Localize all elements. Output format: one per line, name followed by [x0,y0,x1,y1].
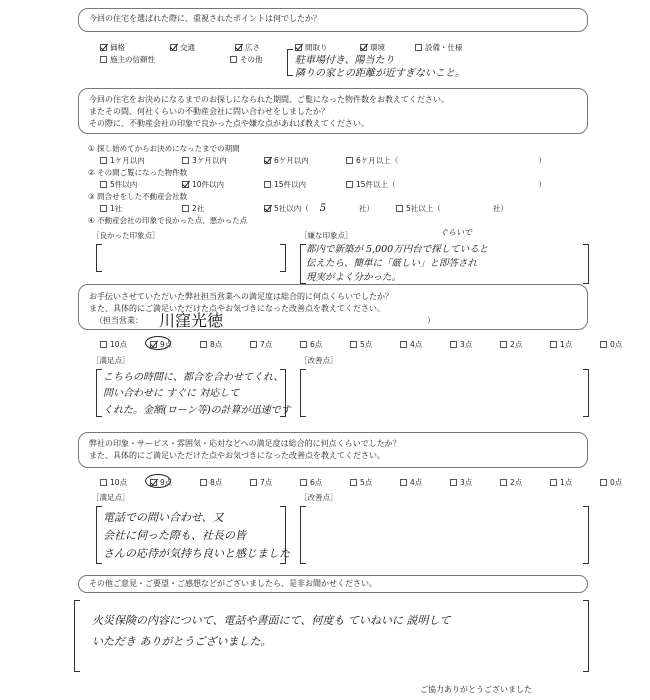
paren-close: ） [538,156,546,165]
satisfy2-bad-label: ［改善点］ [300,493,338,502]
scale1-option[interactable] [550,339,600,350]
option-label: 4点 [410,340,423,349]
option-label: 2社 [192,204,205,213]
satisfy1-bad-label: ［改善点］ [300,356,338,365]
option-label: 1点 [560,340,573,349]
checkbox-icon [450,479,457,486]
option-label: 交通 [180,43,195,52]
scale1-option[interactable] [350,339,400,350]
option-label: 5社以内（ [274,204,309,213]
count-option-15-plus[interactable] [346,179,546,190]
checkbox-icon [400,341,407,348]
option-label: 1点 [560,478,573,487]
companies-option-2[interactable] [182,203,264,214]
scale2-option[interactable] [450,477,500,488]
option-label: 6点 [310,340,323,349]
option-label: 3点 [460,478,473,487]
checkbox-icon [360,44,367,51]
option-label: 6ケ月以上（ [356,156,399,165]
checkbox-icon [182,205,189,212]
scale1-option[interactable] [400,339,450,350]
good-impression-bracket-left [96,244,102,272]
q5-question-box [78,575,588,593]
scale1-selected-mark [145,336,171,350]
checkbox-icon [400,479,407,486]
option-label: 5点 [360,478,373,487]
checkbox-icon [100,341,107,348]
q1-option-transport[interactable] [170,42,235,53]
impression-good-label: ［良かった印象点］ [92,231,160,240]
checkbox-icon [550,341,557,348]
bad-impression-hand-3: 現実がよく分かった。 [306,272,402,283]
checkbox-icon [415,44,422,51]
option-label: 6ケ月以内 [274,156,309,165]
scale2-row [100,477,650,488]
checkbox-icon [500,341,507,348]
q5-question: その他ご意見・ご要望・ご感想などがございましたら、是非お聞かせください。 [89,579,377,588]
period-option-6m-plus[interactable] [346,155,546,166]
period-title: ① 探し始めてからお決めになったまでの期間 [88,144,240,153]
impression-bad-label: ［嫌な印象点］ [300,231,353,240]
checkbox-icon [200,341,207,348]
scale2-option[interactable] [550,477,600,488]
satisfy2-good-label: ［満足点］ [92,493,130,502]
satisfy1-bad-bracket-left [300,369,306,417]
checkbox-icon [396,205,403,212]
satisfy2-good-bracket-left [96,506,102,564]
period-options [100,155,546,166]
option-label: 2点 [510,478,523,487]
scale1-option[interactable] [500,339,550,350]
option-label: 価格 [110,43,125,52]
checkbox-icon [182,181,189,188]
scale2-option[interactable] [500,477,550,488]
count-option-5[interactable] [100,179,182,190]
option-label: 5点 [360,340,373,349]
satisfy2-hand-2: 会社に伺った際も、社長の皆 [103,529,246,542]
option-label: 5社以上（ [406,204,441,213]
option-label: 広さ [245,43,260,52]
checkbox-icon [346,157,353,164]
q1-option-equipment[interactable] [415,42,485,53]
option-label: 10点 [110,478,128,487]
companies-hand-count: 5 [319,203,327,214]
checkbox-icon [500,479,507,486]
q1-option-size[interactable] [235,42,295,53]
impression-title: ④ 不動産会社の印象で良かった点、悪かった点 [88,216,248,225]
q2-question-2: またその間、何社くらいの不動産会社に問い合わせをしましたか？ [89,107,329,116]
scale2-option[interactable] [350,477,400,488]
checkbox-icon [300,479,307,486]
scale2-option[interactable] [400,477,450,488]
scale1-option[interactable] [450,339,500,350]
q4-question-2: また、具体的にご満足いただけた点やお気づきになった改善点を教えてください。 [89,451,385,460]
companies-title: ③ 問合せをした不動産会社数 [88,192,188,201]
option-label: 10点 [110,340,128,349]
option-label: 設備・仕様 [425,43,463,52]
checkbox-icon [170,44,177,51]
satisfy2-hand-3: さんの応待が気持ち良いと感じました [103,547,290,560]
option-label: 15件以内 [274,180,307,189]
q1-option-other[interactable] [230,54,290,65]
q1-option-builder[interactable] [100,54,230,65]
checkbox-icon [300,341,307,348]
companies-options [100,203,508,214]
scale2-selected-mark [145,474,171,488]
q2-question-1: 今回の住宅をお決めになるまでのお探しになられた期間、ご覧になった物件数をお教えてください。 [89,95,449,104]
option-label: 3点 [460,340,473,349]
scale1-option[interactable] [300,339,350,350]
satisfy1-good-label: ［満足点］ [92,356,130,365]
satisfy1-bad-bracket-right [583,369,589,417]
option-label: その他 [240,55,263,64]
checkbox-icon [100,157,107,164]
option-label: 0点 [610,340,623,349]
satisfy1-hand-1: こちらの時間に、都合を合わせてくれ、 [103,372,284,383]
q2-question-box [78,88,588,134]
checkbox-icon [600,479,607,486]
period-option-3m[interactable] [182,155,264,166]
q1-other-bracket-left [287,49,293,76]
q1-question-box [78,8,588,32]
option-label: 施主の信頼性 [110,55,155,64]
checkbox-icon [450,341,457,348]
scale1-option[interactable] [600,339,650,350]
option-label: 1社 [110,204,123,213]
count-title: ② その間ご覧になった物件数 [88,168,188,177]
checkbox-icon [346,181,353,188]
option-label: 2点 [510,340,523,349]
q5-bracket-right [583,600,589,672]
q3-question-box [78,284,588,330]
q5-bracket-left [74,600,80,672]
q4-question-1: 弊社の印象・サービス・雰囲気・応対などへの満足度は総合的に何点くらいでしたか？ [89,439,401,448]
scale1-row [100,339,650,350]
bad-impression-bracket-right [583,244,589,284]
option-label: 間取り [305,43,328,52]
checkbox-icon [250,341,257,348]
unit-label: 社） [359,204,374,213]
q1-handwritten-2: 隣りの家との距離が近すぎないこと。 [295,68,465,79]
period-option-1m[interactable] [100,155,182,166]
option-label: 9点 [160,478,173,487]
option-label: 15件以上（ [356,180,396,189]
option-label: 7点 [260,340,273,349]
scale1-option[interactable] [250,339,300,350]
bad-impression-hand-2: 伝えたら、簡単に「厳しい」と即答され [306,258,478,269]
satisfy2-bad-bracket-left [300,506,306,564]
option-label: 4点 [410,478,423,487]
checkbox-icon [230,56,237,63]
checkbox-icon [350,479,357,486]
q5-hand-2: いただき ありがとうございました。 [92,635,272,648]
scale2-option[interactable] [250,477,300,488]
good-impression-bracket-right [280,244,286,272]
q1-option-price[interactable] [100,42,170,53]
scale2-option[interactable] [300,477,350,488]
q1-handwritten-1: 駐車場付き、陽当たり [295,55,395,66]
companies-option-1[interactable] [100,203,182,214]
staff-label: （担当営業： [95,316,143,325]
scale2-option[interactable] [600,477,650,488]
checkbox-icon [264,205,271,212]
option-label: 10件以内 [192,180,225,189]
unit-label: 社） [493,204,508,213]
option-label: 6点 [310,478,323,487]
scale2-option[interactable] [200,477,250,488]
satisfy1-hand-3: くれた。金額(ローン等)の計算が迅速です [103,405,291,416]
option-label: 1ケ月以内 [110,156,145,165]
satisfy2-hand-1: 電話での問い合わせ、又 [103,511,224,524]
checkbox-icon [295,44,302,51]
companies-option-5-plus[interactable] [396,203,508,214]
scale1-option[interactable] [100,339,150,350]
checkbox-icon [100,181,107,188]
option-label: 3ケ月以内 [192,156,227,165]
checkbox-icon [100,56,107,63]
option-label: 7点 [260,478,273,487]
bad-impression-note: ぐらいで [440,228,472,237]
scale1-option[interactable] [200,339,250,350]
checkbox-icon [100,479,107,486]
satisfy1-good-bracket-left [96,369,102,417]
companies-option-5-within[interactable] [264,203,374,214]
checkbox-icon [264,157,271,164]
q5-hand-1: 火災保険の内容について、電話や書面にて、何度も ていねいに 説明して [92,614,451,627]
option-label: 0点 [610,478,623,487]
checkbox-icon [100,44,107,51]
q4-question-box [78,432,588,468]
option-label: 5件以内 [110,180,138,189]
q3-question-2: また、具体的にご満足いただけた点やお気づきになった改善点を教えてください。 [89,304,385,313]
checkbox-icon [550,479,557,486]
option-label: 環境 [370,43,385,52]
staff-close: ） [427,316,436,325]
q1-question: 今回の住宅を選ばれた際に、重視されたポイントは何でしたか？ [89,14,321,23]
checkbox-icon [235,44,242,51]
checkbox-icon [200,479,207,486]
bad-impression-hand-1: 都内で新築が 5,000万円台で探していると [306,244,489,255]
q3-question-1: お手伝いさせていただいた弊社担当営業への満足度は総合的に何点くらいでしたか？ [89,292,393,301]
option-label: 8点 [210,478,223,487]
checkbox-icon [350,341,357,348]
checkbox-icon [264,181,271,188]
count-options [100,179,546,190]
paren-close: ） [538,180,546,189]
checkbox-icon [100,205,107,212]
q1-options-row2 [100,54,290,65]
satisfy1-hand-2: 問い合わせに すぐに 対応して [103,388,240,399]
footer-thanks: ご協力ありがとうございました [420,685,532,694]
checkbox-icon [250,479,257,486]
scale2-option[interactable] [100,477,150,488]
count-option-15[interactable] [264,179,346,190]
option-label: 9点 [160,340,173,349]
checkbox-icon [182,157,189,164]
staff-name: 川窪光徳 [159,311,224,330]
checkbox-icon [600,341,607,348]
option-label: 8点 [210,340,223,349]
q2-question-3: その際に、不動産会社の印象で良かった点や嫌な点があれば教えてください。 [89,119,369,128]
satisfy2-bad-bracket-right [583,506,589,564]
count-option-10[interactable] [182,179,264,190]
period-option-6m[interactable] [264,155,346,166]
